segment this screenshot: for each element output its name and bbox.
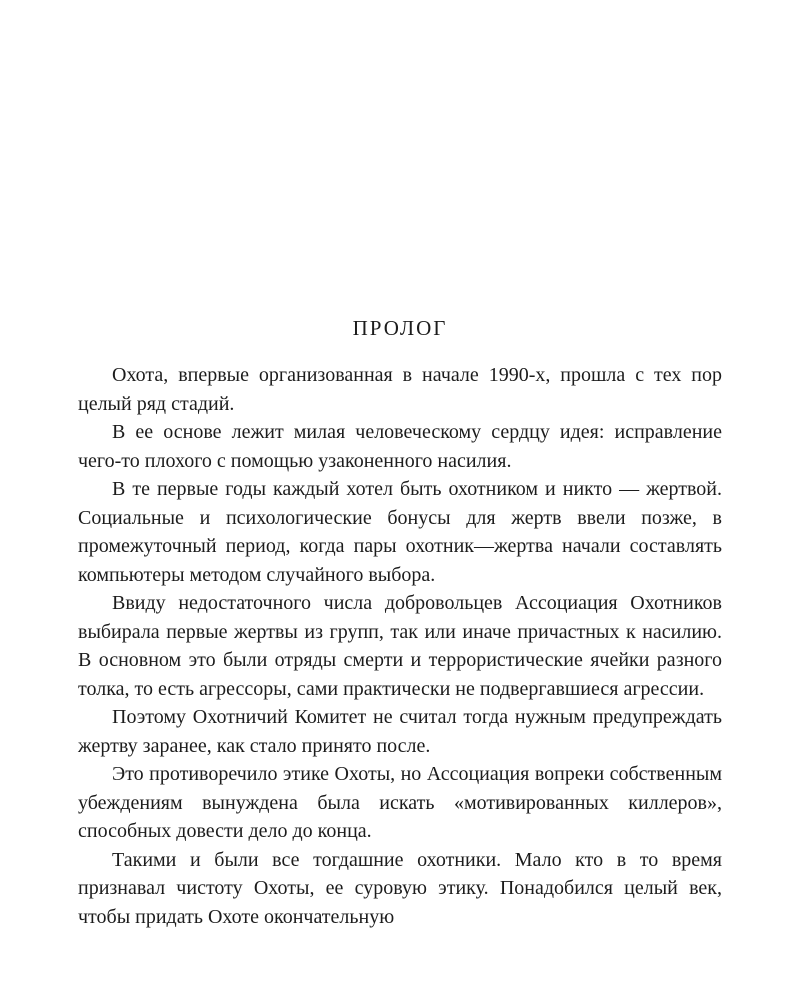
paragraph: Это противоречило этике Охоты, но Ассоциация вопреки собственным убеждениям вынуждена была искать «мотивированных киллеров», способных довести дело до конца.	[78, 763, 722, 842]
paragraph: Ввиду недостаточного числа добровольцев Ассоциация Охотников выбирала первые жертвы из групп, так или иначе причастных к насилию. В основном это были отряды смерти и террористические ячейки разного толка, то есть агрессоры, сами практически не подвергавшиеся агрессии.	[78, 592, 722, 700]
paragraph: В ее основе лежит милая человеческому сердцу идея: исправление чего-то плохого с помощью узаконенного насилия.	[78, 421, 722, 472]
paragraph: Поэтому Охотничий Комитет не считал тогда нужным предупреждать жертву заранее, как стало принято после.	[78, 706, 722, 757]
text-block	[78, 316, 722, 931]
paragraph: Такими и были все тогдашние охотники. Мало кто в то время признавал чистоту Охоты, ее суровую этику. Понадобился целый век, чтобы придать Охоте окончательную	[78, 848, 722, 928]
paragraph: В те первые годы каждый хотел быть охотником и никто — жертвой. Социальные и психологические бонусы для жертв ввели позже, в промежуточный период, когда пары охотник—жертва начали составлять компьютеры методом случайного выбора.	[78, 478, 722, 586]
paragraph: Охота, впервые организованная в начале 1990-х, прошла с тех пор целый ряд стадий.	[78, 364, 722, 415]
chapter-body	[78, 361, 722, 931]
chapter-title: ПРОЛОГ	[352, 316, 448, 340]
